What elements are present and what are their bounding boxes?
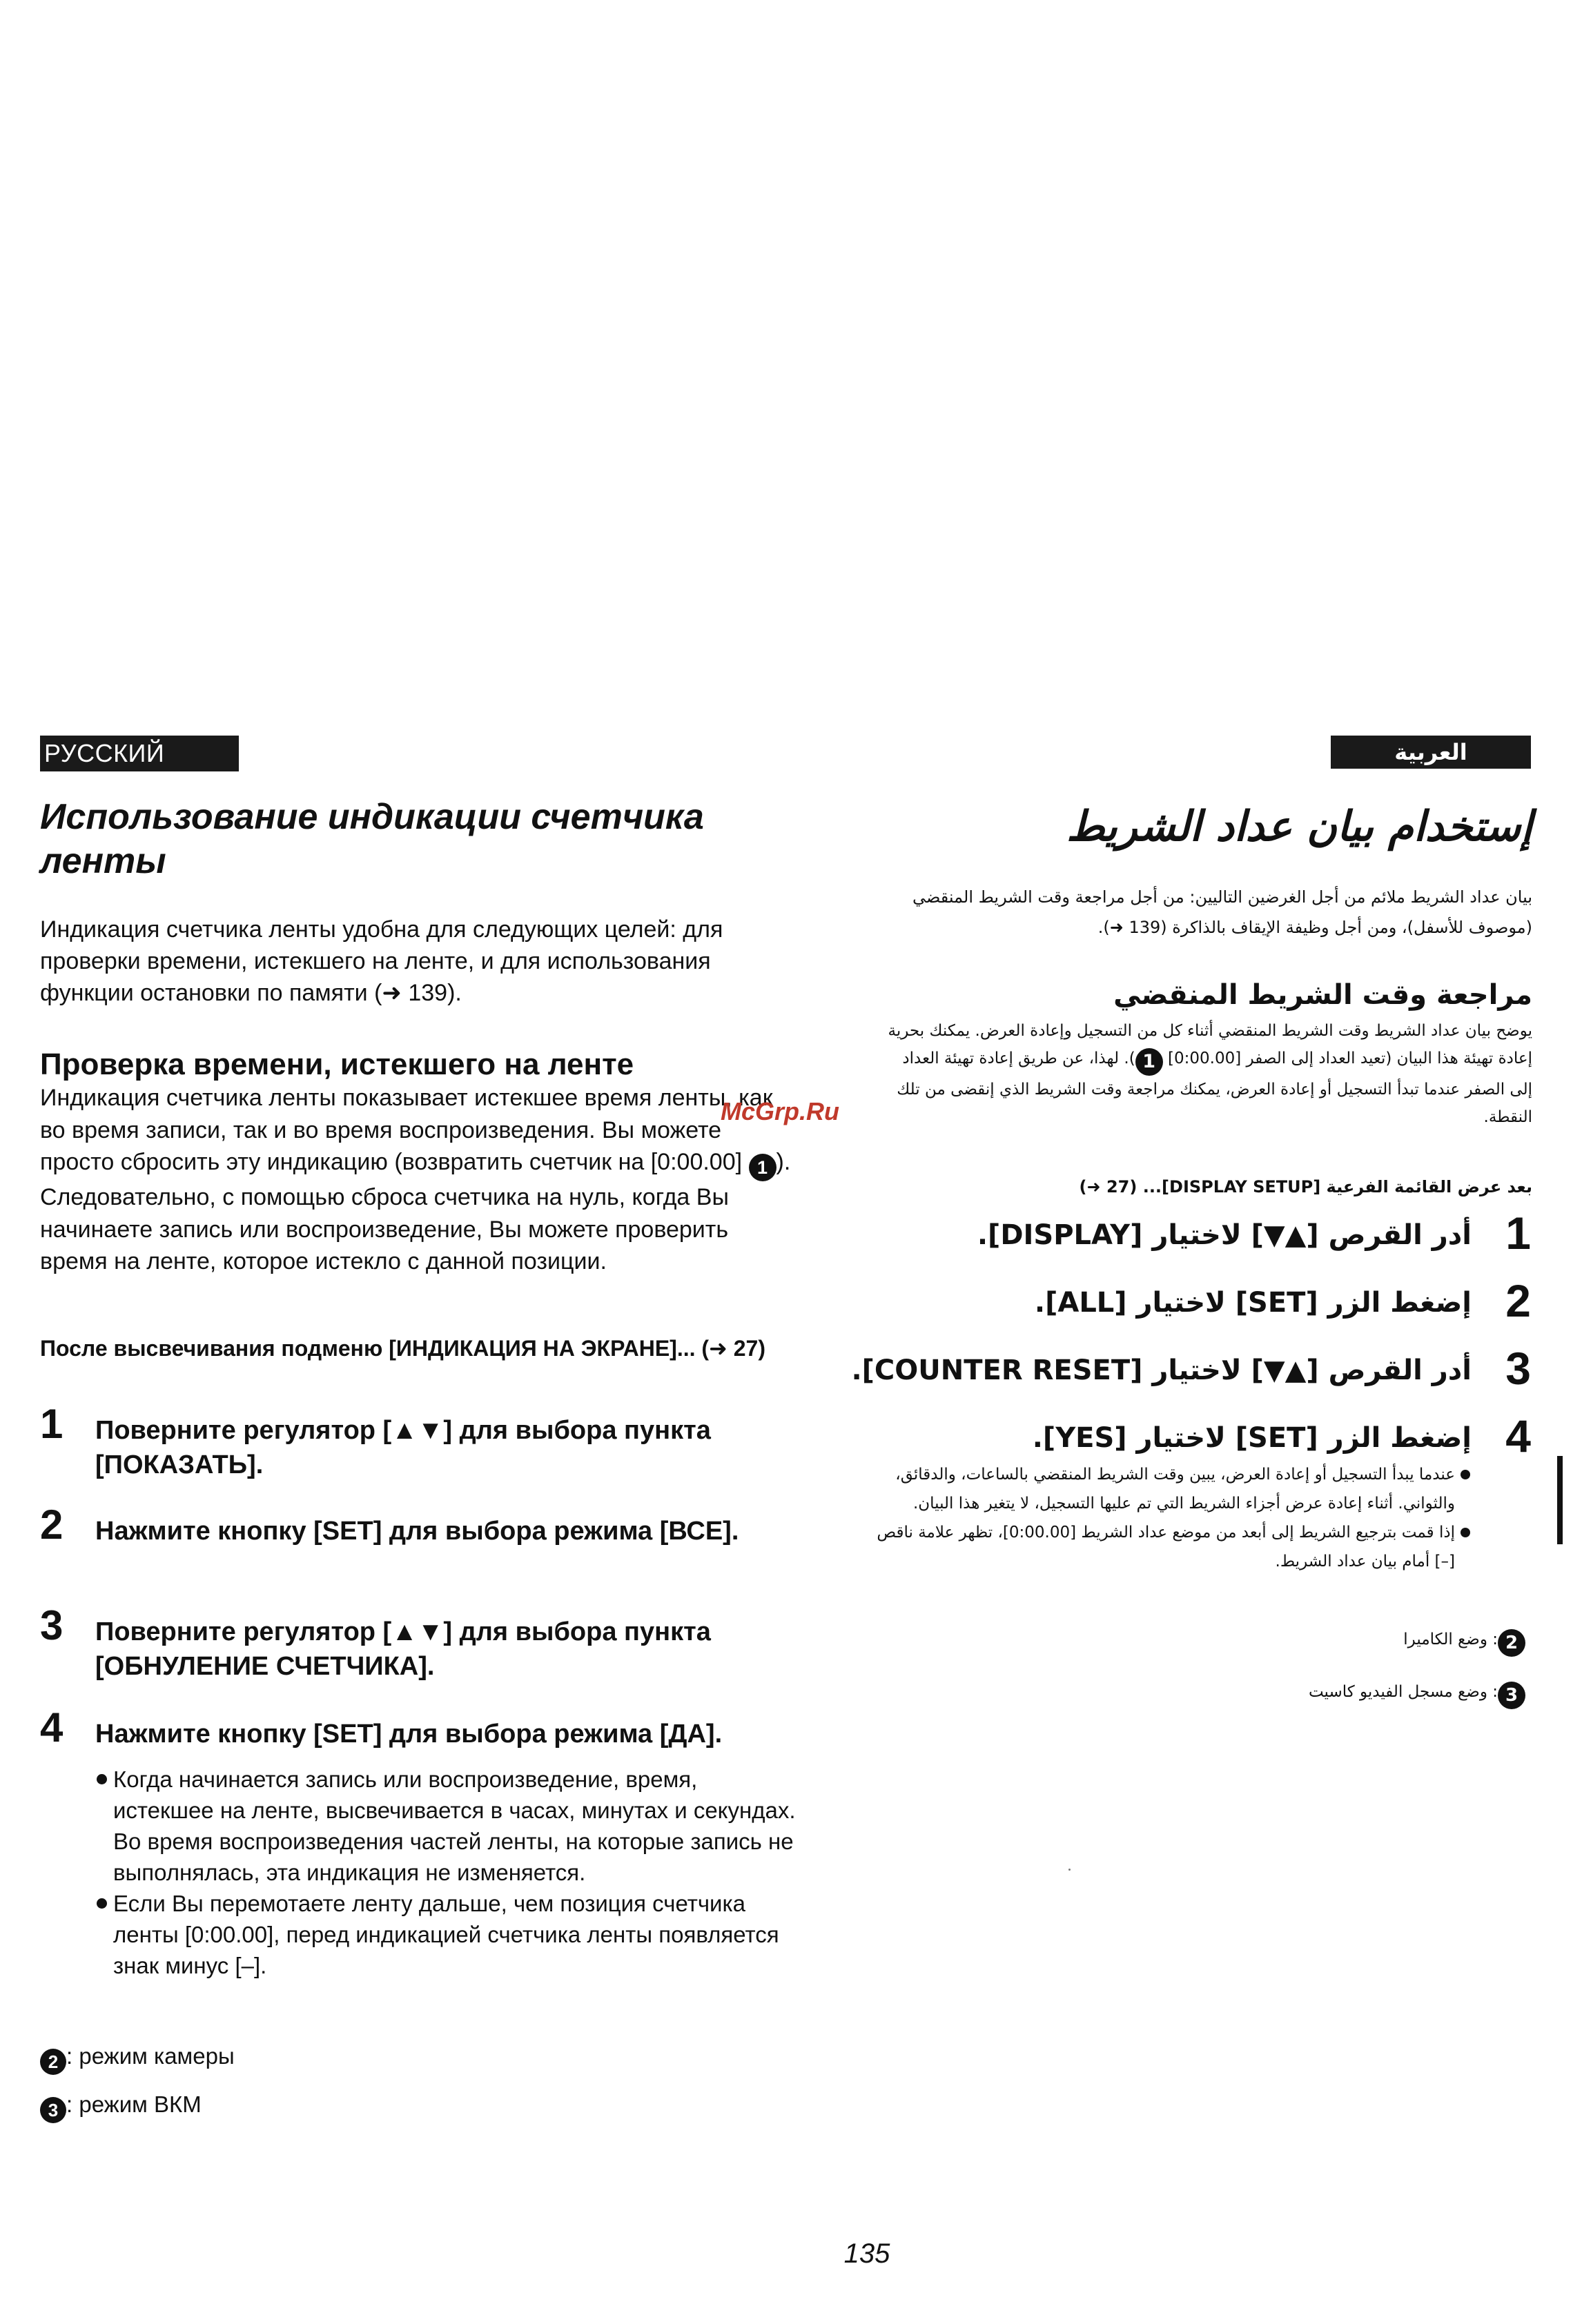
ar-legend-camera	[1035, 1626, 1525, 1657]
ar-step-text: أدر القرص [▲▼] لاختيار [DISPLAY].	[977, 1219, 1472, 1251]
ar-notes-list	[877, 1460, 1470, 1576]
ar-step-text: إضغط الزر [SET] لاختيار [YES].	[1032, 1422, 1472, 1454]
ru-legend-text: : режим камеры	[66, 2043, 235, 2069]
ar-after-menu-note: بعد عرض القائمة الفرعية [DISPLAY SETUP]... (27 ➜)	[1079, 1177, 1532, 1197]
ar-step-1	[848, 1210, 1531, 1259]
ru-badge-1-icon: 1	[749, 1154, 777, 1181]
page-number: 135	[843, 2238, 890, 2269]
ar-section-paragraph	[883, 1017, 1532, 1131]
ru-section-text-end: ). Следовательно, с помощью сброса счетчика на нуль, когда Вы начинаете запись или воспроизведение, Вы можете проверить время на ленте, которое истекло с данной позиции.	[40, 1149, 791, 1274]
ar-section-text-start: يوضح بيان عداد الشريط وقت الشريط المنقضي أثناء كل من التسجيل وإعادة العرض. يمكنك بحرية إعادة تهيئة هذا البيان (تعيد العداد إلى الصفر [0:00.00]	[888, 1022, 1532, 1067]
ru-section-text-start: Индикация счетчика ленты показывает истекшее время ленты, как во время записи, так и во время воспроизведения. Вы можете просто сбросить эту индикацию (возвратить счетчик на [0:00.00]	[40, 1085, 773, 1175]
ar-step-4	[848, 1410, 1531, 1461]
russian-language-tab: РУССКИЙ ЯЗЫК	[40, 736, 239, 771]
ru-intro-paragraph: Индикация счетчика ленты удобна для следующих целей: для проверки времени, истекшего на ленте, и для использования функции остановки по памяти (➜ 139).	[40, 916, 723, 1006]
ar-legend-vcr	[1035, 1678, 1525, 1709]
badge-2-icon: 2	[1498, 1629, 1525, 1657]
ar-step-number: 1	[1505, 1208, 1531, 1259]
ar-note-item: عندما يبدأ التسجيل أو إعادة العرض، يبين وقت الشريط المنقضي بالساعات، والدقائق، والثواني. أثناء إعادة عرض أجزاء الشريط التي تم عليها التسجيل، لا يتغير هذا البيان.	[877, 1460, 1470, 1518]
ar-step-2	[848, 1275, 1531, 1326]
ar-step-text: أدر القرص [▲▼] لاختيار [COUNTER RESET].	[851, 1355, 1472, 1386]
ar-badge-1-icon: 1	[1135, 1048, 1163, 1076]
ar-note-item: إذا قمت بترجيع الشريط إلى أبعد من موضع عداد الشريط [0:00.00]، تظهر علامة ناقص [–] أمام بيان عداد الشريط.	[877, 1518, 1470, 1576]
margin-thumb-bar	[1557, 1456, 1563, 1544]
ru-legend-camera	[40, 2041, 235, 2075]
ru-step-text: Поверните регулятор [▲▼] для выбора пункта [ОБНУЛЕНИЕ СЧЕТЧИКА].	[95, 1617, 711, 1681]
ru-legend-text: : режим ВКМ	[66, 2091, 202, 2117]
ru-after-menu-note: После высвечивания подменю [ИНДИКАЦИЯ НА ЭКРАНЕ]... (➜ 27)	[40, 1336, 765, 1361]
ru-step-number: 2	[40, 1501, 64, 1548]
watermark: McGrp.Ru	[721, 1097, 840, 1125]
ru-step-number: 3	[40, 1602, 64, 1648]
ar-section-text-end: ). لهذا، عن طريق إعادة تهيئة العداد إلى الصفر عندما تبدأ التسجيل أو إعادة العرض، يمكنك مراجعة وقت الشريط الذي إنقضى من تلك النقطة.	[897, 1050, 1532, 1126]
ru-section-heading: Проверка времени, истекшего на ленте	[40, 1047, 634, 1081]
ar-step-number: 4	[1505, 1410, 1531, 1461]
ru-step-number: 4	[40, 1704, 64, 1751]
ru-step-text: Нажмите кнопку [SET] для выбора режима [ДА].	[95, 1720, 723, 1749]
ar-legend-text: : وضع الكاميرا	[1403, 1631, 1498, 1648]
ar-legend-text: : وضع مسجل الفيديو كاسيت	[1308, 1683, 1498, 1701]
ru-notes-list	[97, 1764, 801, 1981]
ar-section-heading: مراجعة وقت الشريط المنقضي	[1113, 979, 1532, 1011]
ru-step-text: Нажмите кнопку [SET] для выбора режима [ВСЕ].	[95, 1517, 739, 1546]
ar-page-title: إستخدام بيان عداد الشريط	[1066, 802, 1532, 851]
badge-2-icon: 2	[40, 2049, 66, 2075]
ru-note-item: Когда начинается запись или воспроизведение, время, истекшее на ленте, высвечивается в часах, минутах и секундах. Во время воспроизведения частей ленты, на которые запись не выполнялась, эта индикация не изменяется.	[97, 1764, 801, 1888]
ru-step-number: 1	[40, 1401, 64, 1447]
ar-intro-paragraph: بيان عداد الشريط ملائم من أجل الغرضين التاليين: من أجل مراجعة وقت الشريط المنقضي (موصوف للأسفل)، ومن أجل وظيفة الإيقاف بالذاكرة (139 ➜).	[912, 887, 1532, 937]
ru-step-text: Поверните регулятор [▲▼] для выбора пункта [ПОКАЗАТЬ].	[95, 1416, 711, 1479]
ar-step-3	[848, 1343, 1531, 1394]
badge-3-icon: 3	[40, 2097, 66, 2123]
ru-legend-vcr	[40, 2089, 202, 2123]
scan-speck	[1068, 1869, 1071, 1871]
ru-section-paragraph	[40, 1082, 799, 1278]
badge-3-icon: 3	[1498, 1682, 1525, 1709]
arabic-language-tab: العربية	[1331, 736, 1531, 769]
ru-note-item: Если Вы перемотаете ленту дальше, чем позиция счетчика ленты [0:00.00], перед индикацией счетчика ленты появляется знак минус [–].	[97, 1888, 801, 1981]
ru-page-title: Использование индикации счетчика ленты	[40, 797, 704, 881]
ar-step-number: 3	[1505, 1343, 1531, 1394]
ar-step-number: 2	[1505, 1275, 1531, 1326]
ar-step-text: إضغط الزر [SET] لاختيار [ALL].	[1034, 1287, 1472, 1319]
